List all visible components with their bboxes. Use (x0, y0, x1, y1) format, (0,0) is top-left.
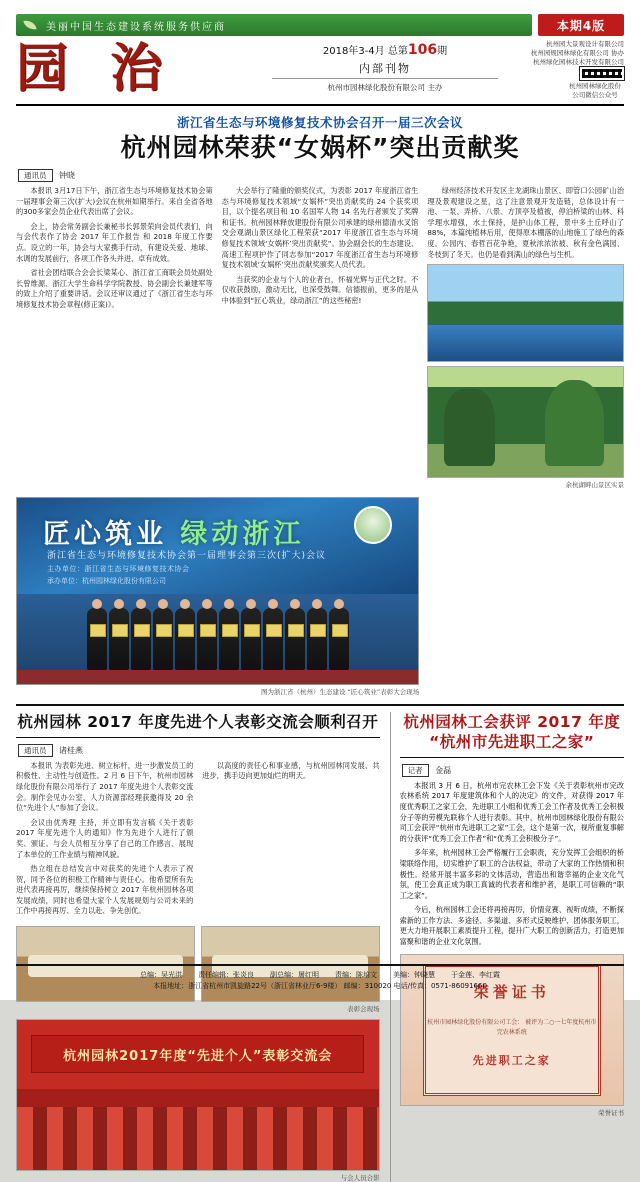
masthead (16, 40, 624, 106)
article-3-title-line1: 杭州园林工会获评 2017 年度 (403, 712, 621, 731)
group-photo-crowd (17, 1107, 379, 1170)
certificate-caption: 荣誉证书 (598, 1108, 624, 1117)
person-figure (263, 608, 283, 670)
article-2-photo-caption-2: 与会人员合影 (340, 1174, 380, 1182)
byline-badge: 通讯员 (18, 169, 53, 182)
byline-badge: 通讯员 (18, 744, 53, 757)
banner-slogan-2: 绿动浙江 (180, 518, 305, 550)
person-figure (109, 608, 129, 670)
lead-p1: 本报讯 3月17日下午，浙江省生态与环境修复技术协会第一届理事会第三次(扩大)会议在杭州如期举行。来自全省各地的300多家会员企业代表出席了会议。 (16, 186, 213, 217)
coop-line-3: 杭州绿化园林技术开发有限公司 (533, 58, 624, 66)
sponsor-line: 杭州市园林绿化股份有限公司 主办 (327, 83, 443, 92)
footer-staff-row (16, 970, 624, 981)
byline-author: 钟晓 (59, 171, 76, 180)
issue-tab: 本期4版 (538, 14, 624, 36)
qr-code-icon[interactable] (580, 67, 624, 80)
article-3 (390, 712, 624, 1182)
lake-landscape-photo (427, 264, 624, 362)
lead-p5: 当获奖的企业与个人的业者台，怀福光辉与正代之时。不仅收获鼓励，激动无比，也深受鼓舞。信德振前，更多的是从中体验到“匠心筑业，绿动浙江”的这些秘密! (221, 274, 419, 305)
footer-address: 本报地址：浙江省杭州市凯旋路22号（浙江省林业厅6-9楼） 邮编：310020 电话/传真：0571-86091660 (153, 982, 487, 990)
byline-badge: 记者 (402, 764, 429, 777)
right-photo-caption: 余杭湖畔山景区实景 (565, 481, 625, 490)
lead-kicker: 浙江省生态与环境修复技术协会召开一届三次会议 (176, 115, 463, 130)
person-figure (219, 608, 239, 670)
a2-p4: 以高度的责任心和事业感，与杭州园林同发展、共进步，携手迈向更加灿烂的明天。 (202, 760, 380, 781)
article-2-photo-caption-1: 表彰会现场 (347, 1005, 380, 1014)
paper-logo (16, 40, 266, 100)
person-figure (131, 608, 151, 670)
lead-column-2 (222, 186, 419, 491)
article-3-body (400, 781, 624, 948)
banner-line-3: 主办单位：浙江省生态与环境修复技术协会 (47, 564, 190, 573)
person-figure (197, 608, 217, 670)
byline-author: 诸桂燕 (59, 745, 84, 755)
issue-number: 106 (407, 42, 438, 58)
coop-line-2: 杭州园规园林绿化有限公司 协办 (530, 49, 624, 57)
garden-landscape-photo (427, 366, 624, 478)
footer-item-3: 责编：陈培文 (335, 971, 377, 979)
a2-p2: 会议由优秀理 主持，并立即有发言稿《关于表彰 2017 年度先进个人的通知》作为先进个人进行了颁奖、颁证。与会人员相互分享了自己的工作感言、展现了本单位的工作业绩与精神风貌。 (16, 817, 194, 859)
lead-column-3 (427, 186, 624, 491)
banner-line-2: 浙江省生态与环境修复技术协会第一届理事会第三次(扩大)会议 (47, 550, 327, 561)
banner-line-4: 承办单位：杭州园林绿化股份有限公司 (47, 576, 166, 585)
paper-title: 园 治 (16, 38, 175, 99)
issue-line (272, 42, 498, 58)
page-footer (16, 964, 624, 992)
person-figure (307, 608, 327, 670)
person-figure (241, 608, 261, 670)
person-figure (87, 608, 107, 670)
certificate-body: 杭州市园林绿化股份有限公司工会： 被评为二○一七年度杭州市完农林系统 (427, 1018, 597, 1036)
association-crest-icon (354, 506, 392, 544)
article-3-title-line2: “杭州市先进职工之家” (429, 732, 595, 751)
top-banner (16, 14, 624, 36)
conference-banner-photo (16, 497, 419, 685)
article-2-column-1 (16, 761, 193, 921)
issue-suffix: 期 (437, 46, 448, 57)
banner-slogan (43, 512, 304, 551)
lead-column-1 (16, 186, 213, 491)
group-photo-banner (16, 1019, 380, 1171)
lead-columns (16, 186, 624, 491)
qr-caption: 杭州园林绿化股份公司微信公众号 (569, 82, 621, 99)
coop-line-1: 杭州园大景观设计有限公司 (546, 40, 624, 48)
footer-item-0: 总编：吴光洪 (140, 971, 182, 979)
a2-p1: 本报讯 为表彰先进、树立标杆，进一步激发员工的积极性、主动性与创造性。2 月 6 日下午，杭州市园林绿化股份有限公司举行了 2017 年度先进个人表彰交流会。制作会见办公室、人力资源部经理获邀得及 20 余位“先进个人”参加了会议。 (16, 760, 194, 813)
certificate-title: 荣誉证书 (473, 982, 550, 1001)
a2-p3: 热立组在总结发言中对获奖的先进个人表示了祝贺，同予各位的积极工作精神与责任心。他希望所有先进代表再接再厉，继续保持树立 2017 年杭州园林各项发展成绩，同时也希望大家个人发展规划与公司未来的工作中再接再厉、全力以赴、争先创优。 (16, 864, 194, 916)
person-figure (285, 608, 305, 670)
byline-author: 金磊 (435, 765, 452, 775)
red-banner-text: 杭州园林2017年度“先进个人”表彰交流会 (31, 1035, 364, 1073)
internal-label: 内部刊物 (272, 60, 498, 79)
a3-p2: 多年来，杭州园林工会严格履行工会职责，充分发挥工会组织的桥梁联络作用，切实维护了职工的合法权益，带动了大家的工作热情和积极性。经常开展丰富多彩的文体活动，营造出和谐幸福的企业文化气氛，使工会真正成为职工真诚的代表者和维护者，是职工可信赖的“职工之家”。 (399, 848, 624, 900)
lead-p6: 绿州经济技术开发区主龙湖珠山景区、即管口公园矿山治理及景观建设之星，这了注意景观开发造链，总体设计有一池、一泵、弄桥、八景、方顶亭及植被，停泊桥梁的山林、科学理水增强，水土保持，是护山体工程，景中多土丘呼山了 88%，本篇纯植林后用，使得原本棚落的山地施工了绿色的森度。公园内、春哲百花争艳，夏秋浓浓浓被、秋有金色满园、冬枝到了冬天。也仍是看到满山的绿色与生机。 (427, 186, 625, 259)
article-2 (16, 712, 380, 1182)
person-figure (175, 608, 195, 670)
article-3-byline (402, 764, 624, 777)
footer-item-5: 于金莲、李红霞 (451, 971, 500, 979)
a3-p3: 今后，杭州园林工会还将再接再厉，价情竞赛、视听成绩，不断探索新的工作方法、多途径、多渠道、多形式反映维护、团体服务职工，更大力地开展职工素质提升工程，提升广大职工的创新活力，打造更加富聚和谐的企业文化氛围。 (399, 905, 624, 947)
footer-item-1: 责任编辑：张炎良 (198, 971, 254, 979)
banner-slogan-1: 匠心筑业 (43, 518, 167, 550)
stage-floor (17, 670, 418, 684)
article-2-columns (16, 761, 380, 921)
divider (400, 757, 624, 758)
leaf-icon (24, 19, 40, 31)
person-figure (329, 608, 349, 670)
article-2-column-2 (202, 761, 379, 921)
footer-item-4: 美编：钟晓慧 (393, 971, 435, 979)
article-2-byline (18, 744, 380, 757)
lead-byline (18, 169, 624, 182)
stage-banner (17, 498, 418, 594)
masthead-center (266, 40, 504, 100)
masthead-right (504, 40, 624, 100)
footer-item-2: 副总编：屠红明 (270, 971, 319, 979)
lead-headline: 杭州园林荣获“女娲杯”突出贡献奖 (120, 133, 520, 162)
slogan-bar (16, 14, 532, 36)
lead-p4: 大会举行了隆重的颁奖仪式，为表彰 2017 年度浙江省生态与环境修复技术领域“女娲杯”突出贡献奖的 24 个获奖项目，以个提名项目和 10 名国军人物 14 名先行者颁发了奖牌和证书。杭州园林释放建股份有限公司承建的绿州德清水叉馆交会观湖山景区绿化工程荣获“2017 年度浙江省生态与环境修复技术领域‘女娲杯’突出贡献奖”。协会副会长的生态建设、高速工程项护作了同志参加“2017 年度浙江省生态与环境修复技术领域‘女娲杯’突出贡献奖颁奖人员代表。 (221, 186, 419, 270)
certificate-award: 先进职工之家 (472, 1053, 551, 1067)
a3-p1: 本报讯 3 月 6 日，杭州市完农林工会下发《关于表彰杭州市完改农林系统 2017 年度建筑体和个人的决定》的文件，对获得 2017 年度优秀职工之家工会，先进职工小组和优秀工会工作者及优秀工会积极分子等的劳模先联称个人进行表彰。其中，杭州市园林绿化股份有限公司工会获评“杭州市先进职工之家”工会，这个是第一次，视所重复事解的分获评“优秀工会工作者”和“优秀工会积极分子”。 (399, 780, 624, 843)
second-deck (16, 704, 624, 1182)
lead-p2: 会上，协会常务副会长兼秘书长郭景荣向会员代表们，向与会代表作了协会 2017 年工作报告 和 2018 年度工作要点。设立的一年，协会与大家携手行动，有建设关爱、地球、水调的发展前行，各项工作各头并进、卓有成效。 (16, 221, 213, 263)
main-photo-caption: 图为浙江省（杭州）生态建设 “匠心筑业”表彰大会现场 (260, 687, 420, 696)
lead-p3: 省社会团结联合会会长梁某心、浙江省工商联会员处副处长曾维源、浙江大学生命科学学院教授、协会副会长兼建军等的致上介绍了重要讲话。会议还审议通过了《浙江省生态与环境修复技术协会章程(修正案)》。 (16, 268, 213, 309)
person-figure (153, 608, 173, 670)
award-recipients-row (17, 594, 418, 670)
issue-prefix: 2018年3-4月 总第 (322, 46, 408, 57)
article-2-title: 杭州园林 2017 年度先进个人表彰交流会顺利召开 (17, 712, 379, 731)
slogan-text: 美丽中国生态建设系统服务供应商 (46, 21, 226, 33)
divider (16, 737, 380, 738)
